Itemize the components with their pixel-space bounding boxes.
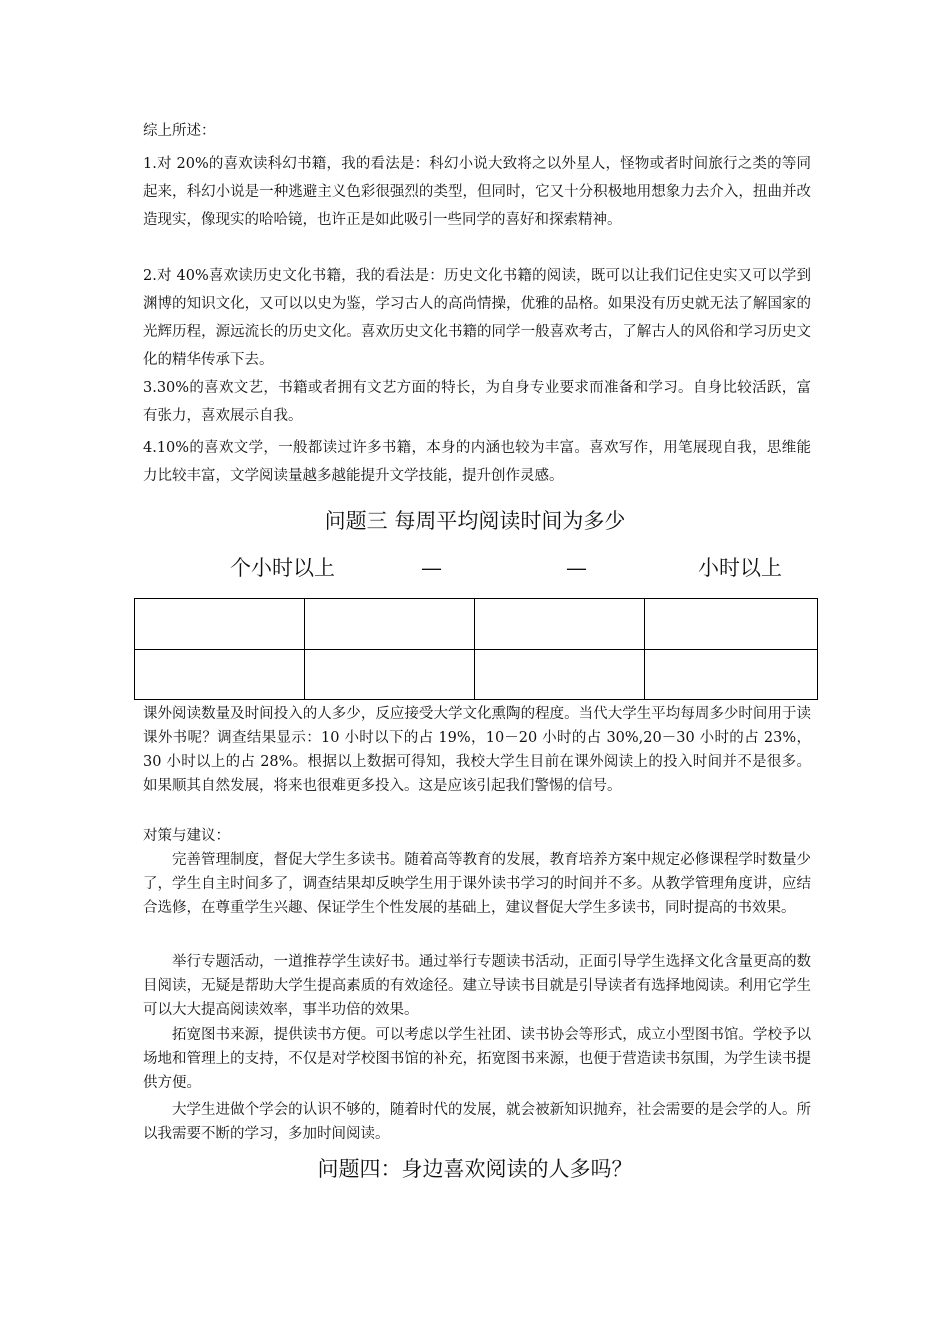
analysis-paragraph: 课外阅读数量及时间投入的人多少，反应接受大学文化熏陶的程度。当代大学生平均每周多少时间用于读课外书呢？调查结果显示：10 小时以下的占 19%，10－20 小时的占 30%,20－30 小时的占 23%，30 小时以上的占 28%。根据以上数据可得知，我校大学生目前在课外阅读上的投入时间并不是很多。如果顺其自然发展，将来也很难更多投入。这是应该引起我们警惕的信号。 [143,706,811,794]
summary-heading: 综上所述： [143,123,216,139]
table-cell [305,599,475,650]
point-4: 4.10%的喜欢文学，一般都读过许多书籍，本身的内涵也较为丰富。喜欢写作，用笔展现自我，思维能力比较丰富，文学阅读量越多越能提升文学技能，提升创作灵感。 [143,440,811,484]
table-row [135,649,818,700]
suggestion-2: 举行专题活动，一道推荐学生读好书。通过举行专题读书活动，正面引导学生选择文化含量更高的数目阅读，无疑是帮助大学生提高素质的有效途径。建立导读书目就是引导读者有选择地阅读。利用它学生可以大大提高阅读效率，事半功倍的效果。 [143,954,811,1018]
table-row [135,599,818,650]
suggestion-1: 完善管理制度，督促大学生多读书。随着高等教育的发展，教育培养方案中规定必修课程学时数量少了，学生自主时间多了，调查结果却反映学生用于课外读书学习的时间并不多。从教学管理角度讲，应结合选修，在尊重学生兴趣、保证学生个性发展的基础上，建议督促大学生多读书，同时提高的书效果。 [143,852,811,916]
header-cell-1: 个小时以上 [230,556,335,580]
header-cell-4: 小时以上 [698,556,782,580]
table-cell [135,599,305,650]
table-cell [475,599,645,650]
point-3: 3.30%的喜欢文艺，书籍或者拥有文艺方面的特长，为自身专业要求而准备和学习。自身比较活跃，富有张力，喜欢展示自我。 [143,380,811,424]
header-cell-3: — [566,556,587,580]
suggestion-3: 拓宽图书来源，提供读书方便。可以考虑以学生社团、读书协会等形式，成立小型图书馆。学校予以场地和管理上的支持，不仅是对学校图书馆的补充，拓宽图书来源，也便于营造读书氛围，为学生读书提供方便。 [143,1027,811,1091]
suggestion-4: 大学生进做个学会的认识不够的，随着时代的发展，就会被新知识抛弃，社会需要的是会学的人。所以我需要不断的学习，多加时间阅读。 [143,1102,811,1142]
suggestions-heading: 对策与建议： [143,828,230,844]
table-cell [475,649,645,700]
table-cell [305,649,475,700]
question4-title: 问题四：身边喜欢阅读的人多吗？ [317,1157,633,1181]
point-1: 1.对 20%的喜欢读科幻书籍，我的看法是：科幻小说大致将之以外星人，怪物或者时间旅行之类的等同起来，科幻小说是一种逃避主义色彩很强烈的类型，但同时，它又十分积极地用想象力去介入，扭曲并改造现实，像现实的哈哈镜，也许正是如此吸引一些同学的喜好和探索精神。 [143,156,811,228]
table-cell [135,649,305,700]
table-cell [645,599,818,650]
header-cell-2: — [421,556,442,580]
question3-title: 问题三 每周平均阅读时间为多少 [324,509,626,533]
point-2: 2.对 40%喜欢读历史文化书籍，我的看法是：历史文化书籍的阅读，既可以让我们记住史实又可以学到渊博的知识文化，又可以以史为鉴，学习古人的高尚情操，优雅的品格。如果没有历史就无法了解国家的光辉历程，源远流长的历史文化。喜欢历史文化书籍的同学一般喜欢考古，了解古人的风俗和学习历史文化的精华传承下去。 [143,268,811,368]
reading-time-table [134,598,818,700]
table-cell [645,649,818,700]
